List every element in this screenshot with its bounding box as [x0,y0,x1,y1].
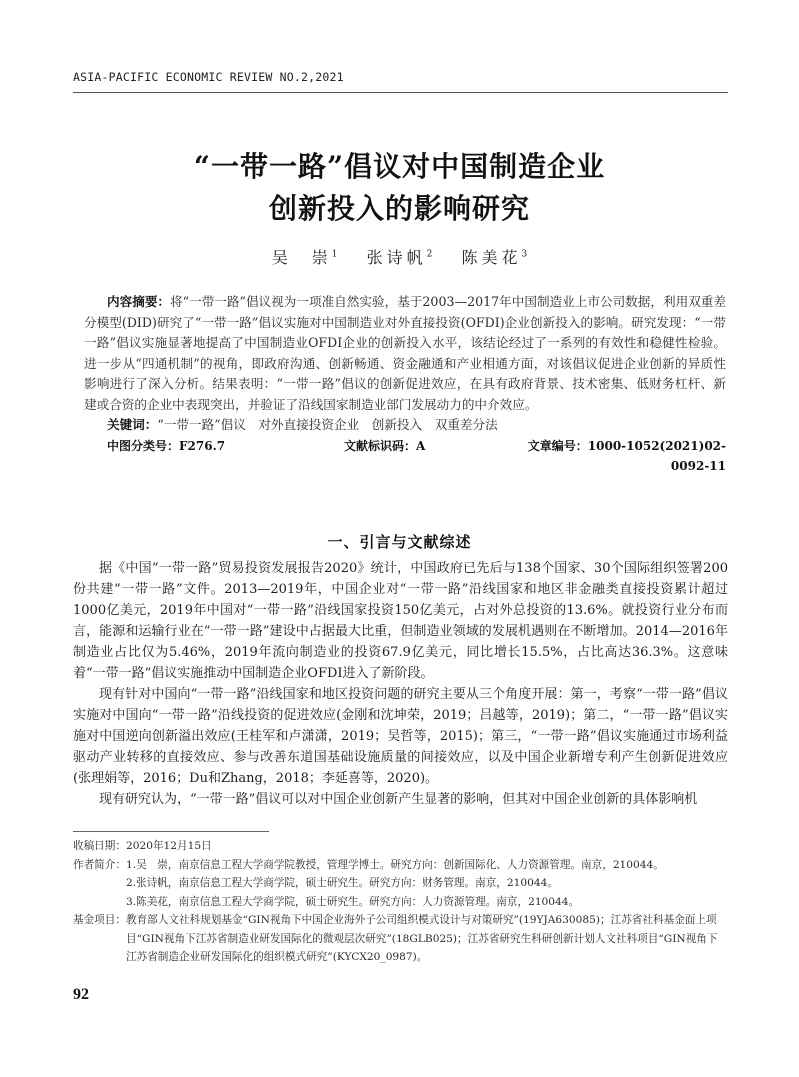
author-bio-item: 2.张诗帆，南京信息工程大学商学院，硕士研究生。研究方向：财务管理。南京，210044。 [126,877,558,889]
author [272,248,338,267]
received-label: 收稿日期： [73,840,126,852]
author-list [0,245,799,268]
author-affiliation-mark: 3 [521,249,528,260]
author [461,248,527,267]
clc-value: F276.7 [179,438,226,453]
abstract-label: 内容摘要： [107,294,171,309]
article-title [0,146,799,230]
funding-text: 教育部人文社科规划基金“GIN视角下中国企业海外子公司组织模式设计与对策研究”(19YJA630085)；江苏省社科基金面上项目“GIN视角下江苏省制造业研发国际化的微观层次研究”(18GLB025)；江苏省研究生科研创新计划人文社科项目“GIN视角下江苏省制造企业研发国际化的组织模式研究”(KYCX20_0987)。 [126,914,718,963]
section-heading: 一、引言与文献综述 [327,533,472,551]
clc-number [107,436,344,477]
title-line-1: “一带一路”倡议对中国制造企业 [193,150,606,183]
header-rule [73,92,728,93]
article-number [519,436,726,477]
author-bio-item: 1.吴 崇，南京信息工程大学商学院教授，管理学博士。研究方向：创新国际化、人力资源管理。南京，210044。 [126,858,664,871]
body-paragraph: 据《中国“一带一路”贸易投资发展报告2020》统计，中国政府已先后与138个国家、30个国际组织签署200份共建“一带一路”文件。2013—2019年，中国企业对“一带一路”沿线国家和地区非金融类直接投资累计超过1000亿美元，2019年中国对“一带一路”沿线国家投资150亿美元，占对外总投资的13.6%。就投资行业分布而言，能源和运输行业在“一带一路”建设中占据最大比重，但制造业领域的发展机遇则在不断增加。2014—2016年制造业占比仅为5.46%，2019年流向制造业的投资67.9亿美元，同比增长15.5%，占比高达36.3%。这意味着“一带一路”倡议实施推动中国制造企业OFDI进入了新阶段。 [73,561,728,681]
page-number: 92 [73,986,89,1003]
author-bio-label: 作者简介： [73,858,126,871]
classification-row [84,436,726,477]
keywords-text: “一带一路”倡议 对外直接投资企业 创新投入 双重差分法 [157,417,498,432]
funding-label: 基金项目： [73,914,126,926]
funding [73,911,728,967]
body-paragraph: 现有针对中国向“一带一路”沿线国家和地区投资问题的研究主要从三个角度开展：第一，考察“一带一路”倡议实施对中国向“一带一路”沿线投资的促进效应(金刚和沈坤荣，2019；吕越等，2019)；第二，“一带一路”倡议实施对中国逆向创新溢出效应(王桂军和卢潇潇，2019；吴哲等，2015)；第三，“一带一路”倡议实施通过市场利益驱动产业转移的直接效应、参与改善东道国基础设施质量的间接效应，以及中国企业新增专利产生创新促进效应(张理娟等，2016；Du和Zhang，2018；李延喜等，2020)。 [73,687,728,786]
author-affiliation-mark: 1 [331,249,338,260]
author-bio [73,856,728,875]
abstract-text: 将“一带一路”倡议视为一项准自然实验，基于2003—2017年中国制造业上市公司数据，利用双重差分模型(DID)研究了“一带一路”倡议实施对中国制造业对外直接投资(OFDI)企业创新投入的影响。研究发现：“一带一路”倡议实施显著地提高了中国制造业OFDI企业的创新投入水平，该结论经过了一系列的有效性和稳健性检验。进一步从“四通机制”的视角，即政府沟通、创新畅通、资金融通和产业相通方面，对该倡议促进企业创新的异质性影响进行了深入分析。结果表明：“一带一路”倡议的创新促进效应，在具有政府背景、技术密集、低财务杠杆、新建或合资的企业中表现突出，并验证了沿线国家制造业部门发展动力的中介效应。 [84,294,726,412]
author-bio-item: 3.陈美花，南京信息工程大学商学院，硕士研究生。研究方向：人力资源管理。南京，210044。 [126,895,580,908]
received-value: 2020年12月15日 [126,840,212,852]
keywords-label: 关键词： [107,417,158,432]
author-name: 吴 崇 [271,248,332,267]
received-date [73,837,728,856]
body-text [73,558,728,810]
footnotes [73,837,728,967]
footnote-rule [73,831,269,832]
article-number-label: 文章编号： [527,438,588,453]
document-code-value: A [416,438,426,453]
author [367,248,433,267]
abstract-block [84,292,726,477]
clc-label: 中图分类号： [107,438,180,453]
running-head: ASIA-PACIFIC ECONOMIC REVIEW NO.2,2021 [73,70,344,84]
document-code [344,436,519,477]
body-paragraph: 现有研究认为，“一带一路”倡议可以对中国企业创新产生显著的影响，但其对中国企业创新的具体影响机 [99,792,698,807]
author-name: 张诗帆 [366,248,427,267]
author-affiliation-mark: 2 [426,249,433,260]
abstract [84,292,726,415]
document-code-label: 文献标识码： [344,438,417,453]
author-name: 陈美花 [461,248,522,267]
article-number-value: 1000-1052(2021)02-0092-11 [587,438,726,473]
keywords [84,415,726,436]
title-line-2: 创新投入的影响研究 [268,192,530,225]
